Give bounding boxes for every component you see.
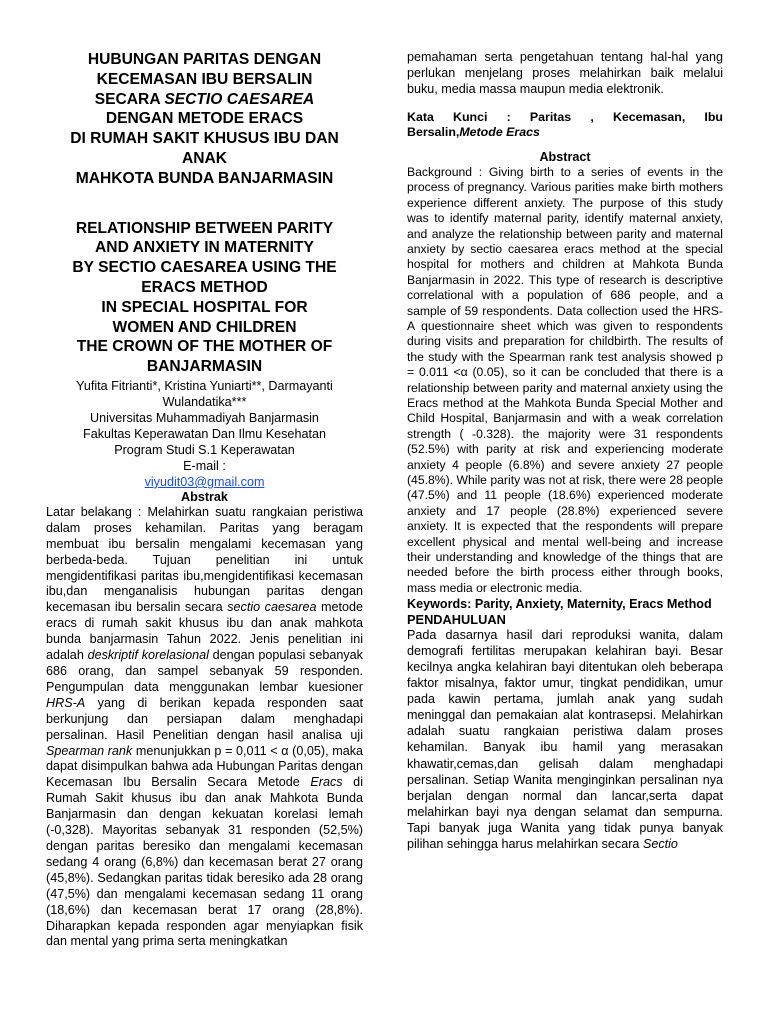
study-program: Program Studi S.1 Keperawatan xyxy=(114,442,295,457)
title-en-line: IN SPECIAL HOSPITAL FOR xyxy=(101,298,308,316)
title-en-line: WOMEN AND CHILDREN xyxy=(112,318,297,336)
pendahuluan-heading: PENDAHULUAN xyxy=(407,611,506,627)
faculty: Fakultas Keperawatan Dan Ilmu Kesehatan xyxy=(83,426,326,441)
email-link[interactable]: viyudit03@gmail.com xyxy=(144,474,265,489)
title-en-line: BY SECTIO CAESAREA USING THE xyxy=(72,259,337,277)
title-en-line: BANJARMASIN xyxy=(146,358,263,376)
title-id-line: MAHKOTA BUNDA BANJARMASIN xyxy=(75,169,334,187)
abstrak-heading: Abstrak xyxy=(181,489,228,504)
title-id-prefix: SECARA xyxy=(94,90,165,108)
university: Universitas Muhammadiyah Banjarmasin xyxy=(90,410,319,425)
title-id-line xyxy=(46,90,363,110)
title-en-line: ERACS METHOD xyxy=(141,278,268,296)
title-en-line: AND ANXIETY IN MATERNITY xyxy=(95,239,314,257)
keywords-english: Keywords: Parity, Anxiety, Maternity, Eracs Method xyxy=(407,597,712,612)
title-english xyxy=(46,219,363,377)
pendahuluan-text: Pada dasarnya hasil dari reproduksi wanita, dalam demografi fertilitas merupakan kelahiran bayi. Besar kecilnya angka kelahiran bayi ditentukan oleh beberapa faktor misalnya, faktor umur, tingkat pendidikan, umur pada kawin pertama, jumlah anak yang sudah meninggal dan pemakaian alat kontrasepsi. Melahirkan adalah suatu rangkaian peristiwa dalam proses kehamilan. Banyak ibu hamil yang merasakan khawatir,cemas,dan gelisah dalam menghadapi persalinan. Setiap Wanita menginginkan persalinan nya berjalan dengan normal dan lancar,serta dapat melahirkan bayi nya dengan selamat dan sempurna. Tapi banyak juga Wanita yang tidak punya banyak pilihan sehingga harus melahirkan secara Sectio xyxy=(407,627,723,851)
title-id-line: ANAK xyxy=(181,149,228,167)
title-en-line: THE CROWN OF THE MOTHER OF xyxy=(76,338,333,356)
email-label: E-mail : xyxy=(183,458,226,473)
title-indonesian xyxy=(46,50,363,189)
kata-kunci: Kata Kunci : Paritas , Kecemasan, Ibu Bersalin,Metode Eracs xyxy=(407,109,723,140)
author-names: Yufita Fitrianti*, Kristina Yuniarti**, Darmayanti Wulandatika*** xyxy=(76,378,333,409)
title-id-italic: SECTIO CAESAREA xyxy=(164,90,315,108)
abstract-text: Background : Giving birth to a series of events in the process of pregnancy. Various parities make birth mothers experience different anxiety. The purpose of this study was to identify maternal parity, identify maternal anxiety, and analyze the relationship between parity and maternal anxiety by sectio caesarea eracs method at the special hospital for mothers and children at Mahkota Bunda Banjarmasin in 2022. This type of research is descriptive correlational with a population of 686 people, and a sample of 59 respondents. Data collection used the HRS-A questionnaire sheet which was given to respondents during visits and preparation for childbirth. The results of the study with the Spearman rank test analysis showed p = 0.011 <α (0.05), so it can be concluded that there is a relationship between parity and maternal anxiety using the Eracs method at the Mahkota Bunda Special Mother and Child Hospital, Banjarmasin and with a weak correlation strength ( -0.328). the majority were 31 respondents (52.5%) with parity at risk and experiencing moderate anxiety 4 people (6.8%) and severe anxiety 27 people (45.8%). While parity was not at risk, there were 28 people (47.5%) and 11 people (18.6%) experienced moderate anxiety and 17 people (28.8%) experienced severe anxiety. It is expected that the respondents will prepare excellent physical and mental well-being and increase their understanding and knowledge of the things that are needed before the birth process either through books, mass media or electronic media. xyxy=(407,164,723,595)
left-column xyxy=(46,50,363,950)
title-id-line: KECEMASAN IBU BERSALIN xyxy=(96,70,313,88)
title-id-line: DENGAN METODE ERACS xyxy=(105,110,304,128)
abstract-heading: Abstract xyxy=(539,149,591,164)
email-line xyxy=(46,458,363,490)
right-column xyxy=(407,50,723,852)
abstrak-text: Latar belakang : Melahirkan suatu rangkaian peristiwa dalam proses kehamilan. Paritas yang beragam membuat ibu bersalin mengalami kecemasan yang berbeda-beda. Tujuan penelitian ini untuk mengidentifikasi paritas ibu,mengidentifikasi kecemasan ibu,dan menganalisis hubungan paritas dengan kecemasan ibu bersalin secara sectio caesarea metode eracs di rumah sakit khusus ibu dan anak mahkota bunda banjarmasin Tahun 2022. Jenis penelitian ini adalah deskriptif korelasional dengan populasi sebanyak 686 orang, dan sampel sebanyak 59 responden. Pengumpulan data menggunakan lembar kuesioner HRS-A yang di berikan kepada responden saat berkunjung dan persiapan dalam menghadapi persalinan. Hasil Penelitian dengan hasil analisa uji Spearman rank menunjukkan p = 0,011 < α (0,05), maka dapat disimpulkan bahwa ada Hubungan Paritas dengan Kecemasan Ibu Bersalin Secara Metode Eracs di Rumah Sakit khusus ibu dan anak Mahkota Bunda Banjarmasin dan dengan kekuatan korelasi lemah (-0,328). Mayoritas sebanyak 31 responden (52,5%) dengan paritas beresiko dan mengalami kecemasan sedang 4 orang (6,8%) dan kecemasan berat 27 orang (45,8%). Sedangkan paritas tidak beresiko ada 28 orang (47,5%) dan mengalami kecemasan sedang 11 orang (18,6%) dan kecemasan berat 17 orang (28,8%). Diharapkan kepada responden agar menyiapkan fisik dan mental yang prima serta meningkatkan xyxy=(46,504,364,949)
title-id-line: DI RUMAH SAKIT KHUSUS IBU DAN xyxy=(70,130,339,148)
title-en-line: RELATIONSHIP BETWEEN PARITY xyxy=(75,219,334,237)
author-block xyxy=(46,378,363,490)
title-id-line: HUBUNGAN PARITAS DENGAN xyxy=(87,51,322,68)
abstrak-continued: pemahaman serta pengetahuan tentang hal-hal yang perlukan menjelang proses melahirkan baik melalui buku, media massa maupun media elektronik. xyxy=(407,50,723,96)
